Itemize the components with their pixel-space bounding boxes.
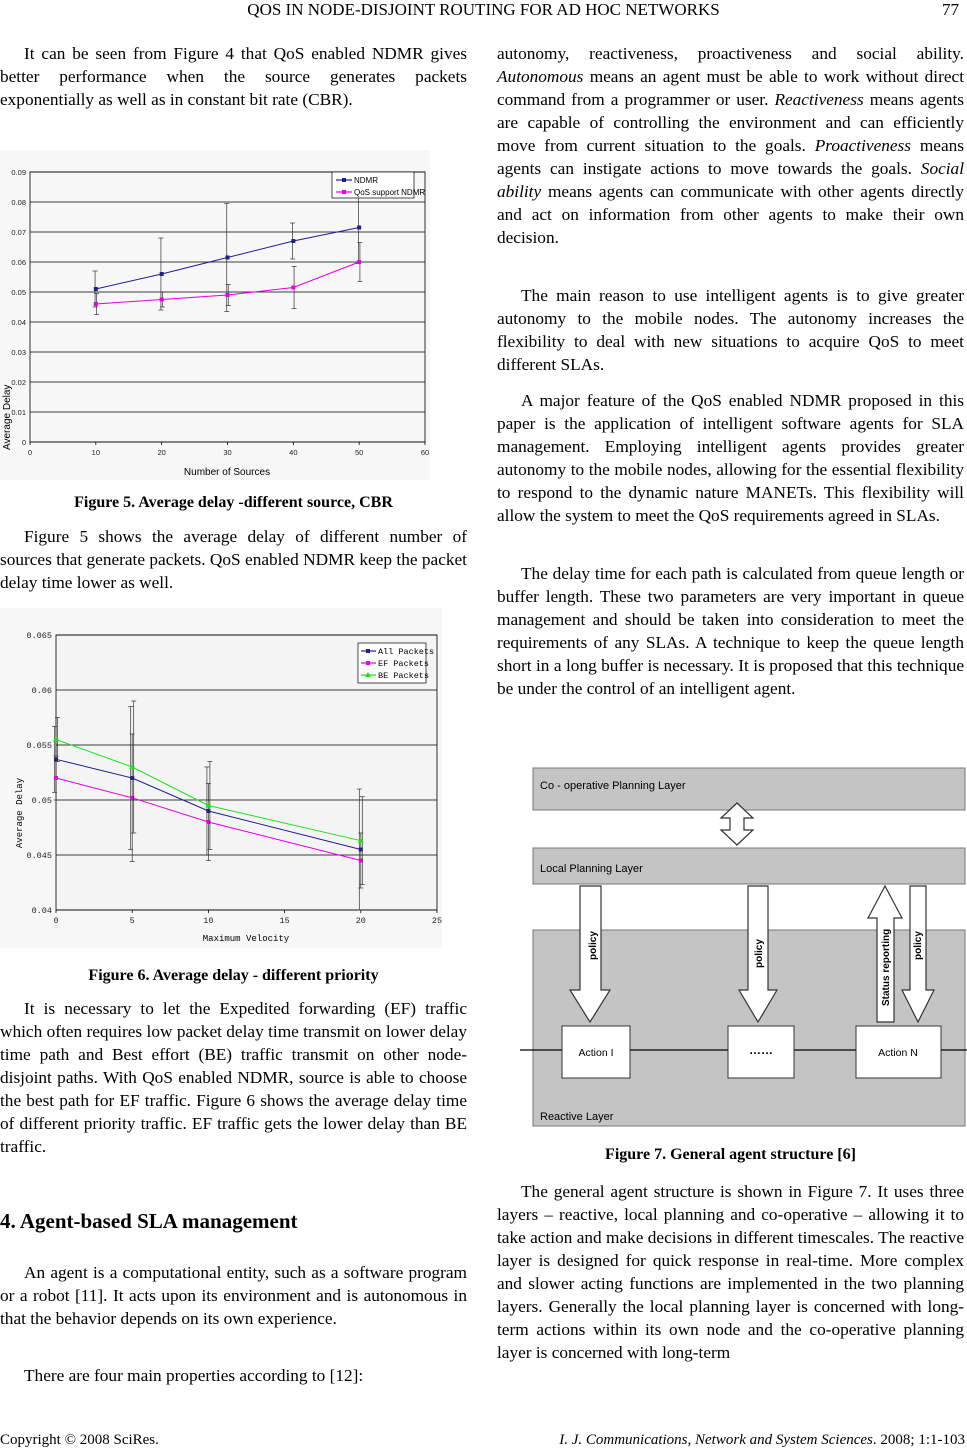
y-axis-label: Average Delay xyxy=(15,777,25,849)
x-tick-label: 60 xyxy=(420,448,430,457)
y-tick-label: 0.04 xyxy=(31,906,52,916)
legend xyxy=(358,643,434,683)
right-paragraph-4 xyxy=(497,562,964,700)
status-reporting-label: Status reporting xyxy=(881,928,892,1006)
y-tick-label: 0.07 xyxy=(11,228,26,237)
data-point xyxy=(291,286,295,290)
data-point xyxy=(94,302,98,306)
section-heading: 4. Agent-based SLA management xyxy=(0,1209,298,1233)
y-tick-label: 0.06 xyxy=(11,258,26,267)
paragraph: It is necessary to let the Expedited forwarding (EF) traffic which often requires low packet delay time transmit on lower delay time path and Best effort (BE) traffic transmit on other node-disjoint paths. With QoS enabled NDMR, source is able to choose the best path for EF traffic. Figure 6 shows the average delay time of different priority traffic. EF traffic gets the lower delay than BE traffic. xyxy=(0,999,467,1156)
x-tick-label: 25 xyxy=(431,916,442,926)
legend-label-qos: QoS support NDMR xyxy=(354,188,426,197)
data-point xyxy=(226,256,230,260)
x-tick-label: 30 xyxy=(223,448,232,457)
x-axis-label: Maximum Velocity xyxy=(202,934,290,944)
x-tick-label: 50 xyxy=(354,448,364,457)
y-tick-label: 0.05 xyxy=(31,796,52,806)
y-tick-label: 0.05 xyxy=(11,288,26,297)
y-tick-label: 0.08 xyxy=(11,198,26,207)
data-point xyxy=(160,272,164,276)
legend-marker-all xyxy=(366,649,370,653)
y-tick-label: 0.065 xyxy=(26,631,52,641)
y-tick-label: 0.03 xyxy=(11,348,26,357)
data-point xyxy=(54,776,58,780)
y-tick-label: 0.055 xyxy=(26,741,52,751)
cooperative-layer-label: Co - operative Planning Layer xyxy=(540,780,686,792)
data-point xyxy=(160,298,164,302)
y-tick-label: 0 xyxy=(21,438,26,447)
x-tick-label: 20 xyxy=(355,916,366,926)
footer-copyright: Copyright © 2008 SciRes. xyxy=(0,1432,159,1448)
paragraph: There are four main properties according to [12]: xyxy=(24,1366,364,1385)
left-paragraph-4 xyxy=(0,1261,467,1330)
paragraph: It can be seen from Figure 4 that QoS enabled NDMR gives better performance when the source generates packets exponentially as well as in constant bit rate (CBR). xyxy=(0,44,467,109)
y-tick-label: 0.09 xyxy=(11,168,26,177)
page-number: 77 xyxy=(942,0,959,19)
page-header xyxy=(0,0,967,22)
x-tick-label: 10 xyxy=(203,916,214,926)
x-tick-label: 10 xyxy=(91,448,101,457)
paragraph: Figure 5 shows the average delay of different number of sources that generate packets. QoS enabled NDMR keep the packet delay time lower as well. xyxy=(0,527,467,592)
left-paragraph-2 xyxy=(0,525,467,594)
local-layer-label: Local Planning Layer xyxy=(540,863,643,875)
y-tick-label: 0.01 xyxy=(11,408,26,417)
x-tick-label: 0 xyxy=(27,448,33,457)
plot-area xyxy=(30,172,425,442)
figure-6-chart xyxy=(0,608,442,948)
paragraph: An agent is a computational entity, such as a software program or a robot [11]. It acts upon its environment and is autonomous in that the behavior depends on its own experience. xyxy=(0,1263,467,1328)
data-point xyxy=(226,293,230,297)
data-point xyxy=(291,239,295,243)
figure-7-diagram xyxy=(500,760,967,1140)
running-title: QOS IN NODE-DISJOINT ROUTING FOR AD HOC NETWORKS xyxy=(247,0,720,19)
right-paragraph-1 xyxy=(497,42,964,249)
right-paragraph-3 xyxy=(497,389,964,527)
action-middle-label: …… xyxy=(749,1043,773,1057)
y-tick-label: 0.04 xyxy=(11,318,26,327)
y-axis-label: Average Delay xyxy=(2,384,13,450)
figure-5-caption: Figure 5. Average delay -different source, CBR xyxy=(74,494,393,511)
policy-label-3: policy xyxy=(913,931,924,960)
action-1-label: Action I xyxy=(578,1047,614,1059)
x-tick-label: 40 xyxy=(289,448,298,457)
legend xyxy=(332,172,425,198)
data-point xyxy=(94,287,98,291)
x-tick-label: 0 xyxy=(53,916,59,926)
left-paragraph-3 xyxy=(0,997,467,1158)
legend-label-ef: EF Packets xyxy=(378,659,430,669)
x-tick-label: 20 xyxy=(157,448,166,457)
y-tick-label: 0.045 xyxy=(26,851,52,861)
figure-7-caption: Figure 7. General agent structure [6] xyxy=(605,1146,856,1163)
y-tick-label: 0.02 xyxy=(11,378,26,387)
left-paragraph-1 xyxy=(0,42,467,111)
policy-label-1: policy xyxy=(588,931,599,960)
legend-label-be: BE Packets xyxy=(378,671,430,681)
x-tick-label: 5 xyxy=(129,916,135,926)
figure-6-caption: Figure 6. Average delay - different priority xyxy=(88,967,379,984)
reactive-layer-label: Reactive Layer xyxy=(540,1111,614,1123)
legend-label-ndmr: NDMR xyxy=(354,176,378,185)
policy-label-2: policy xyxy=(754,939,765,968)
right-paragraph-2 xyxy=(497,284,964,376)
paragraph: The general agent structure is shown in Figure 7. It uses three layers – reactive, local planning and co-operative – allowing it to take action and make decisions in different timescales. The reactive layer is designed for quick response in real-time. More complex and slower acting functions are implemented in the two planning layers. Generally the local planning layer is concerned with long-term actions within its own node and the co-operative planning layer is concerned with long-term xyxy=(497,1182,964,1362)
x-axis-label: Number of Sources xyxy=(183,467,271,478)
paragraph: A major feature of the QoS enabled NDMR proposed in this paper is the application of intelligent software agents for SLA management. Employing intelligent agents provides greater autonomy to the mobile nodes, allowing for the essential flexibility to respond to the dynamic nature MANETs. This flexibility will allow the system to meet the QoS requirements agreed in SLAs. xyxy=(497,391,964,525)
paragraph: The main reason to use intelligent agents is to give greater autonomy to the mobile nodes. The autonomy increases the flexibility to deal with new situations to acquire QoS to meet different SLAs. xyxy=(497,286,964,374)
action-n-label: Action N xyxy=(878,1047,918,1059)
paragraph: autonomy, reactiveness, proactiveness and social ability. Autonomous means an agent must be able to work without direct command from a programmer or user. Reactiveness means agents are capable of controlling the environment and can efficiently move from current situation to the goals. Proactiveness means agents can instigate actions to move towards the goals. Social ability means agents can communicate with other agents directly and act on information from other agents to make their own decision. xyxy=(497,44,965,247)
data-point xyxy=(357,260,361,264)
legend-marker-ef xyxy=(366,661,370,665)
legend-label-all: All Packets xyxy=(378,647,435,657)
y-tick-label: 0.06 xyxy=(31,686,52,696)
footer-citation: I. J. Communications, Network and System Sciences. 2008; 1:1-103 xyxy=(559,1432,965,1448)
legend-marker-ndmr xyxy=(342,178,346,182)
x-tick-label: 15 xyxy=(279,916,290,926)
figure-5-chart xyxy=(0,150,430,480)
data-point xyxy=(357,226,361,230)
legend-marker-qos xyxy=(342,190,346,194)
right-paragraph-5 xyxy=(497,1180,964,1364)
paragraph: The delay time for each path is calculated from queue length or buffer length. These two parameters are very important in queue management and should be taken into consideration to meet the requirements of any SLAs. A technique to keep the queue length short in a long buffer is necessary. It is proposed that this technique be under the control of an intelligent agent. xyxy=(497,564,964,698)
left-paragraph-5 xyxy=(0,1364,467,1387)
